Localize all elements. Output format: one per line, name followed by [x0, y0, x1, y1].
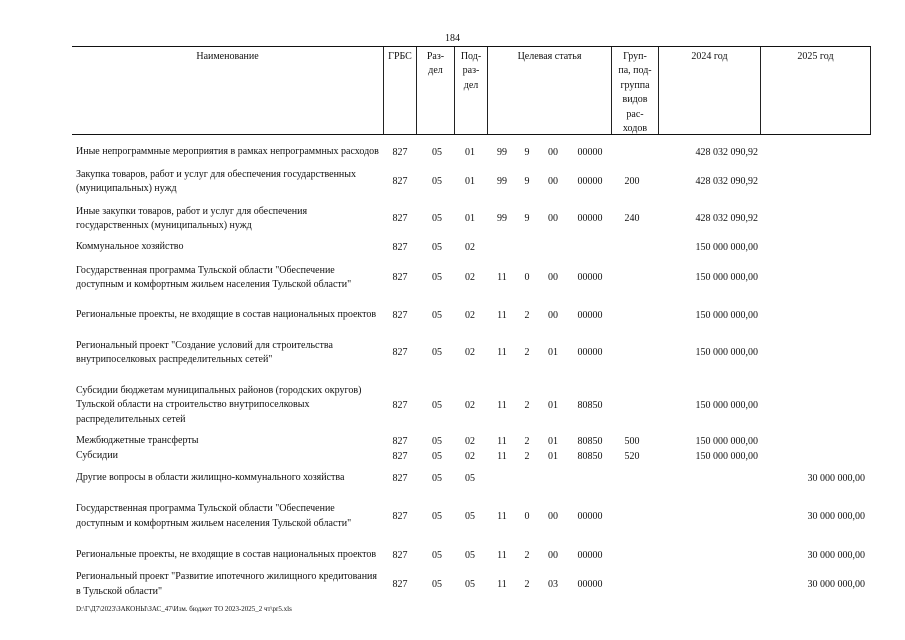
cell-t3: 00: [548, 549, 558, 561]
cell-rz: 05: [432, 241, 442, 253]
cell-grbs: 827: [392, 347, 408, 358]
cell-t3: 01: [548, 347, 558, 358]
row-name: Межбюджетные трансферты: [76, 435, 199, 447]
cell-t3: 00: [548, 146, 558, 158]
row-name: Другие вопросы в области жилищно-коммунального хозяйства: [76, 472, 345, 484]
cell-grbs: 827: [392, 309, 408, 321]
cell-t3: 00: [548, 213, 558, 224]
cell-vr: 200: [624, 176, 640, 187]
cell-pr: 02: [465, 241, 475, 253]
cell-pr: 02: [465, 347, 475, 358]
cell-t2: 0: [524, 272, 530, 283]
cell-t4: 00000: [577, 347, 603, 358]
cell-rz: 05: [432, 472, 442, 484]
cell-grbs: 827: [392, 549, 408, 561]
cell-t4: 00000: [577, 176, 603, 187]
row-name: Иные закупки товаров, работ и услуг для обеспечения государственных (муниципальных) нужд: [76, 205, 308, 231]
cell-pr: 05: [465, 472, 475, 484]
cell-t4: 00000: [577, 146, 603, 158]
cell-t1: 99: [497, 213, 507, 224]
cell-grbs: 827: [392, 399, 408, 411]
cell-t2: 2: [524, 347, 530, 358]
cell-rz: 05: [432, 549, 442, 561]
cell-y2024: 150 000 000,00: [695, 399, 758, 411]
page-number: 184: [445, 33, 460, 44]
cell-t2: 9: [524, 146, 530, 158]
cell-t1: 99: [497, 176, 507, 187]
row-name: Государственная программа Тульской области "Обеспечение доступным и комфортным жильем населения Тульской области": [76, 503, 352, 529]
row-name: Региональные проекты, не входящие в состав национальных проектов: [76, 309, 377, 321]
row-name: Субсидии: [76, 450, 118, 462]
cell-grbs: 827: [392, 241, 408, 253]
cell-t1: 11: [497, 272, 507, 283]
cell-grbs: 827: [392, 472, 408, 484]
header-grbs: ГРБС: [383, 47, 416, 134]
cell-t2: 9: [524, 213, 530, 224]
cell-rz: 05: [432, 272, 442, 283]
cell-y2025: 30 000 000,00: [807, 549, 865, 561]
cell-rz: 05: [432, 176, 442, 187]
cell-y2024: 428 032 090,92: [695, 146, 758, 158]
cell-grbs: 827: [392, 510, 408, 522]
cell-y2024: 150 000 000,00: [695, 272, 758, 283]
cell-t2: 2: [524, 549, 530, 561]
cell-y2024: 150 000 000,00: [695, 309, 758, 321]
row-name: Региональный проект "Создание условий для строительства внутрипоселковых распределительных сетей": [76, 339, 333, 365]
cell-pr: 02: [465, 272, 475, 283]
cell-vr: 520: [624, 450, 640, 462]
cell-t4: 80850: [577, 450, 603, 462]
cell-t4: 00000: [577, 309, 603, 321]
cell-pr: 05: [465, 510, 475, 522]
cell-t2: 9: [524, 176, 530, 187]
cell-vr: 500: [624, 435, 640, 447]
cell-t4: 00000: [577, 510, 603, 522]
cell-t3: 00: [548, 309, 558, 321]
row-name: Субсидии бюджетам муниципальных районов (городских округов) Тульской области на строительство внутрипоселковых распределительных сетей: [76, 384, 362, 425]
header-2025: 2025 год: [760, 47, 871, 134]
cell-rz: 05: [432, 510, 442, 522]
cell-t1: 11: [497, 399, 507, 411]
cell-grbs: 827: [392, 146, 408, 158]
cell-t1: 11: [497, 510, 507, 522]
cell-t4: 80850: [577, 435, 603, 447]
cell-grbs: 827: [392, 272, 408, 283]
cell-t2: 2: [524, 309, 530, 321]
row-name: Коммунальное хозяйство: [76, 241, 184, 253]
cell-y2024: 150 000 000,00: [695, 450, 758, 462]
cell-t3: 01: [548, 435, 558, 447]
cell-pr: 01: [465, 146, 475, 158]
cell-t2: 2: [524, 435, 530, 447]
row-name: Иные непрограммные мероприятия в рамках непрограммных расходов: [76, 146, 379, 158]
cell-grbs: 827: [392, 450, 408, 462]
cell-pr: 02: [465, 435, 475, 447]
cell-y2024: 150 000 000,00: [695, 347, 758, 358]
cell-y2025: 30 000 000,00: [807, 510, 865, 522]
cell-rz: 05: [432, 146, 442, 158]
cell-y2024: 428 032 090,92: [695, 213, 758, 224]
row-name: Государственная программа Тульской области "Обеспечение доступным и комфортным жильем населения Тульской области": [76, 264, 352, 290]
cell-vr: 240: [624, 213, 640, 224]
row-name: Закупка товаров, работ и услуг для обеспечения государственных (муниципальных) нужд: [76, 168, 357, 194]
cell-pr: 02: [465, 450, 475, 462]
cell-t3: 03: [548, 578, 558, 590]
cell-t2: 0: [524, 510, 530, 522]
cell-t1: 11: [497, 347, 507, 358]
row-name: Региональный проект "Развитие ипотечного жилищного кредитования в Тульской области": [76, 571, 377, 597]
header-group: Груп- па, под- группа видов рас- ходов: [611, 47, 658, 134]
cell-rz: 05: [432, 435, 442, 447]
cell-t3: 00: [548, 176, 558, 187]
header-2024: 2024 год: [658, 47, 760, 134]
cell-pr: 05: [465, 578, 475, 590]
cell-t4: 00000: [577, 213, 603, 224]
cell-t2: 2: [524, 450, 530, 462]
cell-t1: 11: [497, 450, 507, 462]
cell-t1: 11: [497, 309, 507, 321]
cell-t2: 2: [524, 399, 530, 411]
cell-t3: 01: [548, 399, 558, 411]
cell-y2024: 428 032 090,92: [695, 176, 758, 187]
cell-t3: 00: [548, 272, 558, 283]
cell-y2025: 30 000 000,00: [807, 472, 865, 484]
cell-rz: 05: [432, 309, 442, 321]
cell-grbs: 827: [392, 176, 408, 187]
header-name: Наименование: [196, 51, 259, 62]
header-razdel: Раз- дел: [416, 47, 454, 134]
cell-pr: 01: [465, 176, 475, 187]
cell-pr: 02: [465, 399, 475, 411]
cell-t1: 11: [497, 435, 507, 447]
file-path: D:\Г\Д7\2023\ЗАКОНЫ\ЗАС_47\Изм. бюджет ТО 2023-2025_2 чт\pr5.xls: [76, 605, 292, 613]
cell-t2: 2: [524, 578, 530, 590]
cell-t1: 11: [497, 549, 507, 561]
cell-grbs: 827: [392, 213, 408, 224]
cell-t4: 00000: [577, 272, 603, 283]
cell-t4: 80850: [577, 399, 603, 411]
cell-t1: 11: [497, 578, 507, 590]
cell-t1: 99: [497, 146, 507, 158]
cell-rz: 05: [432, 399, 442, 411]
cell-t4: 00000: [577, 549, 603, 561]
cell-pr: 01: [465, 213, 475, 224]
cell-pr: 02: [465, 309, 475, 321]
cell-pr: 05: [465, 549, 475, 561]
cell-rz: 05: [432, 450, 442, 462]
cell-t3: 01: [548, 450, 558, 462]
cell-t3: 00: [548, 510, 558, 522]
row-name: Региональные проекты, не входящие в состав национальных проектов: [76, 549, 377, 561]
cell-grbs: 827: [392, 578, 408, 590]
cell-rz: 05: [432, 578, 442, 590]
cell-grbs: 827: [392, 435, 408, 447]
cell-t4: 00000: [577, 578, 603, 590]
header-podrazdel: Под- раз- дел: [454, 47, 487, 134]
cell-y2024: 150 000 000,00: [695, 241, 758, 253]
cell-rz: 05: [432, 213, 442, 224]
cell-y2024: 150 000 000,00: [695, 435, 758, 447]
cell-rz: 05: [432, 347, 442, 358]
cell-y2025: 30 000 000,00: [807, 578, 865, 590]
header-target: Целевая статья: [487, 47, 611, 134]
